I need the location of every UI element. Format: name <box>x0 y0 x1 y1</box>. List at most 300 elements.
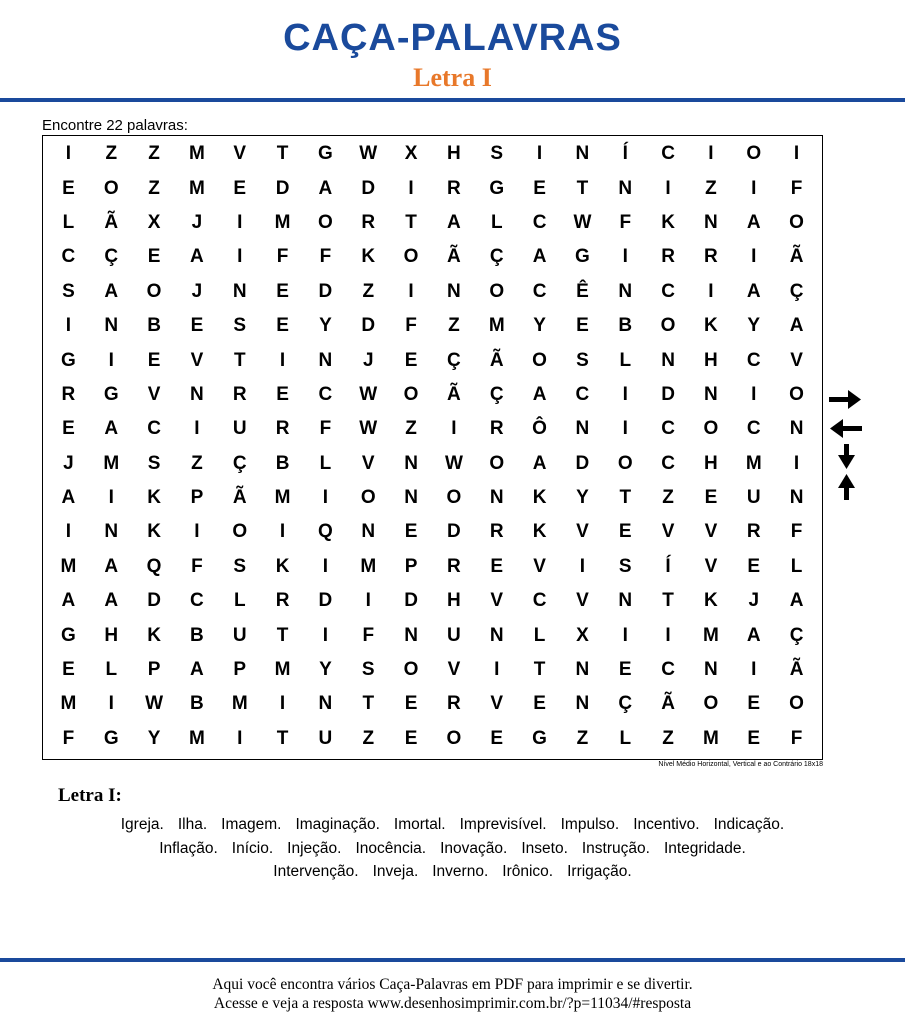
grid-cell: R <box>447 555 461 577</box>
grid-cell: N <box>618 177 633 199</box>
grid-cell: S <box>233 555 247 577</box>
grid-cell: M <box>60 693 77 715</box>
grid-cell: K <box>532 521 547 543</box>
grid-cell: C <box>190 590 204 612</box>
grid-cell: M <box>103 452 120 474</box>
grid-cell: O <box>103 177 119 199</box>
grid-cell: O <box>703 418 719 440</box>
grid-cell: N <box>704 211 718 233</box>
grid-cell: P <box>404 555 418 577</box>
word-search-grid <box>42 135 823 760</box>
grid-cell: C <box>661 280 675 302</box>
grid-cell: C <box>661 143 675 165</box>
grid-cell: O <box>489 452 505 474</box>
grid-cell: O <box>789 383 804 405</box>
grid-cell: N <box>575 418 590 440</box>
grid-cell: H <box>704 349 718 371</box>
grid-cell: C <box>147 418 161 440</box>
grid-cell: I <box>408 280 414 302</box>
grid-cell: C <box>532 280 547 302</box>
grid-cell: M <box>188 143 205 165</box>
grid-cell: I <box>194 521 200 543</box>
grid-cell: W <box>145 693 164 715</box>
grid-cell: N <box>789 418 804 440</box>
grid-cell: S <box>62 280 75 302</box>
grid-cell: I <box>751 383 757 405</box>
grid-cell: P <box>147 659 161 681</box>
grid-cell: T <box>276 143 289 165</box>
word-item: Inocência. <box>355 839 427 857</box>
grid-cell: I <box>708 280 714 302</box>
word-item: Imortal. <box>393 816 446 833</box>
grid-cell: E <box>276 383 289 405</box>
grid-cell: F <box>790 521 803 543</box>
arrow-up-icon <box>838 474 855 500</box>
grid-cell: N <box>318 693 333 715</box>
arrow-down-icon <box>838 444 855 469</box>
grid-cell: U <box>232 418 247 440</box>
grid-cell: C <box>746 418 761 440</box>
grid-cell: F <box>276 246 289 268</box>
grid-cell: G <box>575 246 590 268</box>
header-divider <box>0 98 905 102</box>
grid-cell: K <box>147 487 161 509</box>
grid-cell: N <box>318 349 333 371</box>
grid-cell: I <box>708 143 714 165</box>
grid-cell: A <box>447 211 461 233</box>
grid-cell: O <box>446 727 462 749</box>
grid-cell: T <box>362 693 375 715</box>
grid-cell: L <box>62 211 75 233</box>
grid-cell: Z <box>662 727 674 749</box>
grid-cell: O <box>146 280 162 302</box>
grid-cell: K <box>661 211 675 233</box>
grid-cell: T <box>276 624 289 646</box>
grid-cell: R <box>447 177 461 199</box>
grid-cell: A <box>746 624 761 646</box>
grid-cell: S <box>576 349 589 371</box>
grid-cell: I <box>279 521 286 543</box>
word-item: Indicação. <box>713 816 785 833</box>
grid-cell: M <box>702 624 719 646</box>
grid-cell: G <box>103 727 119 749</box>
grid-cell: E <box>62 659 75 681</box>
instructions: Encontre 22 palavras: <box>42 117 188 134</box>
grid-cell: N <box>618 590 633 612</box>
grid-cell: O <box>403 659 419 681</box>
word-item: Injeção. <box>287 839 342 857</box>
grid-cell: A <box>746 211 761 233</box>
grid-cell: N <box>575 693 590 715</box>
grid-cell: Y <box>319 659 332 681</box>
grid-cell: V <box>704 521 718 543</box>
grid-cell: Í <box>665 555 671 577</box>
grid-cell: E <box>618 659 632 681</box>
grid-cell: I <box>237 246 243 268</box>
grid-cell: M <box>745 452 762 474</box>
grid-cell: R <box>661 246 675 268</box>
grid-cell: R <box>361 211 376 233</box>
word-item: Irrigação. <box>567 863 632 880</box>
word-item: Imagem. <box>221 816 282 833</box>
grid-cell: Ã <box>789 659 804 681</box>
grid-cell: W <box>359 383 378 405</box>
grid-cell: I <box>622 624 628 646</box>
grid-cell: I <box>322 555 329 577</box>
grid-cell: E <box>704 487 718 509</box>
grid-cell: R <box>489 418 504 440</box>
grid-cell: V <box>490 590 504 612</box>
grid-cell: K <box>147 521 161 543</box>
grid-cell: Z <box>576 727 589 749</box>
grid-cell: R <box>746 521 761 543</box>
grid-cell: V <box>704 555 718 577</box>
grid-cell: I <box>665 177 671 199</box>
grid-cell: Ã <box>447 383 461 405</box>
grid-cell: M <box>702 727 719 749</box>
grid-cell: W <box>359 418 378 440</box>
grid-cell: S <box>361 659 375 681</box>
grid-cell: K <box>704 590 718 612</box>
grid-cell: J <box>63 452 74 474</box>
grid-cell: E <box>490 727 504 749</box>
grid-cell: Ç <box>489 246 504 268</box>
grid-cell: N <box>104 315 119 337</box>
grid-cell: E <box>404 521 418 543</box>
grid-cell: L <box>790 555 803 577</box>
grid-cell: D <box>404 590 418 612</box>
grid-cell: I <box>793 143 800 165</box>
grid-cell: C <box>661 418 675 440</box>
grid-cell: N <box>404 624 418 646</box>
word-item: Inovação. <box>440 839 508 857</box>
difficulty-note: Nível Médio Horizontal, Vertical e ao Contrário 18x18 <box>658 761 823 768</box>
grid-cell: R <box>232 383 247 405</box>
grid-cell: Ô <box>532 418 547 440</box>
grid-cell: J <box>362 349 374 371</box>
grid-cell: M <box>188 727 205 749</box>
grid-cell: A <box>104 280 119 302</box>
word-item: Integridade. <box>663 839 746 857</box>
grid-cell: O <box>318 211 333 233</box>
grid-cell: I <box>451 418 457 440</box>
grid-cell: N <box>575 659 590 681</box>
grid-cell: A <box>61 487 76 509</box>
grid-cell: I <box>322 487 329 509</box>
grid-cell: I <box>793 452 800 474</box>
grid-cell: Ç <box>232 452 247 474</box>
grid-cell: O <box>403 383 419 405</box>
grid-cell: F <box>319 246 332 268</box>
grid-cell: Í <box>622 143 628 165</box>
grid-cell: E <box>62 418 75 440</box>
page-title: CAÇA-PALAVRAS <box>283 17 622 59</box>
grid-cell: W <box>573 211 592 233</box>
grid-cell: V <box>576 590 589 612</box>
grid-cell: O <box>489 280 505 302</box>
grid-cell: A <box>104 555 119 577</box>
grid-cell: Y <box>747 315 761 337</box>
word-item: Início. <box>231 839 274 857</box>
grid-cell: A <box>318 177 333 199</box>
grid-cell: C <box>61 246 76 268</box>
grid-cell: Z <box>362 280 375 302</box>
grid-cell: F <box>405 315 417 337</box>
grid-cell: O <box>446 487 462 509</box>
grid-cell: Z <box>448 315 460 337</box>
grid-cell: F <box>790 727 803 749</box>
grid-cell: F <box>362 624 375 646</box>
grid-cell: Ç <box>104 246 119 268</box>
grid-cell: Z <box>148 143 160 165</box>
grid-cell: I <box>322 624 329 646</box>
grid-cell: E <box>747 727 761 749</box>
grid-cell: S <box>618 555 632 577</box>
grid-cell: O <box>703 693 719 715</box>
grid-cell: F <box>790 177 803 199</box>
grid-cell: I <box>108 693 114 715</box>
grid-cell: D <box>318 590 333 612</box>
grid-cell: E <box>190 315 204 337</box>
word-item: Inverno. <box>432 863 489 880</box>
grid-cell: D <box>361 177 376 199</box>
grid-cell: D <box>147 590 161 612</box>
grid-cell: G <box>532 727 547 749</box>
grid-cell: E <box>404 693 418 715</box>
grid-cell: L <box>319 452 332 474</box>
grid-cell: C <box>318 383 333 405</box>
grid-cell: O <box>403 246 419 268</box>
grid-cell: F <box>191 555 203 577</box>
grid-cell: Z <box>662 487 674 509</box>
grid-cell: J <box>191 280 203 302</box>
grid-cell: Ç <box>618 693 633 715</box>
grid-cell: I <box>108 487 114 509</box>
grid-cell: V <box>233 143 247 165</box>
grid-cell: I <box>622 418 628 440</box>
grid-cell: Ê <box>576 280 589 302</box>
grid-cell: E <box>147 246 161 268</box>
grid-cell: E <box>533 177 546 199</box>
word-item: Ilha. <box>177 816 208 833</box>
grid-cell: R <box>489 521 504 543</box>
grid-cell: P <box>190 487 204 509</box>
grid-cell: E <box>490 555 504 577</box>
grid-cell: H <box>447 143 461 165</box>
page-subtitle: Letra I <box>413 63 492 92</box>
grid-cell: E <box>533 693 546 715</box>
grid-cell: N <box>618 280 633 302</box>
word-item: Imprevisível. <box>459 816 547 833</box>
grid-cell: Ã <box>447 246 461 268</box>
grid-cell: Ç <box>789 280 804 302</box>
arrow-right-icon <box>829 390 861 409</box>
grid-cell: C <box>532 590 547 612</box>
footer-line-1: Aqui você encontra vários Caça-Palavras em PDF para imprimir e se divertir. <box>212 976 693 993</box>
grid-cell: N <box>447 280 461 302</box>
grid-cell: S <box>233 315 247 337</box>
grid-cell: Ç <box>447 349 461 371</box>
grid-cell: R <box>447 693 461 715</box>
grid-cell: K <box>361 246 376 268</box>
grid-cell: V <box>147 383 161 405</box>
grid-cell: I <box>279 693 286 715</box>
grid-cell: N <box>575 143 590 165</box>
grid-cell: Q <box>318 521 333 543</box>
grid-cell: I <box>536 143 543 165</box>
grid-cell: T <box>233 349 246 371</box>
grid-cell: D <box>661 383 675 405</box>
grid-cell: M <box>60 555 77 577</box>
grid-cell: J <box>748 590 760 612</box>
grid-cell: I <box>237 727 243 749</box>
grid-cell: N <box>704 383 718 405</box>
grid-cell: Ç <box>789 624 804 646</box>
grid-cell: I <box>194 418 200 440</box>
grid-cell: M <box>360 555 377 577</box>
grid-cell: I <box>622 383 628 405</box>
grid-cell: D <box>318 280 333 302</box>
footer <box>0 975 905 1013</box>
grid-cell: X <box>147 211 161 233</box>
grid-cell: M <box>274 659 291 681</box>
grid-cell: Z <box>191 452 203 474</box>
grid-cell: E <box>233 177 247 199</box>
grid-cell: Y <box>533 315 546 337</box>
grid-cell: G <box>103 383 119 405</box>
word-item: Intervenção. <box>273 863 359 880</box>
grid-cell: I <box>751 177 757 199</box>
footer-divider <box>0 958 905 962</box>
grid-cell: K <box>275 555 290 577</box>
grid-cell: I <box>237 211 243 233</box>
grid-cell: E <box>747 693 761 715</box>
grid-cell: W <box>359 143 378 165</box>
grid-cell: F <box>62 727 75 749</box>
direction-legend <box>826 388 866 504</box>
grid-cell: O <box>789 211 804 233</box>
grid-cell: E <box>404 349 418 371</box>
grid-cell: A <box>789 315 804 337</box>
grid-cell: Z <box>362 727 375 749</box>
grid-cell: V <box>576 521 589 543</box>
grid-cell: K <box>704 315 718 337</box>
grid-cell: L <box>619 727 632 749</box>
grid-cell: C <box>661 452 675 474</box>
grid-cell: I <box>494 659 500 681</box>
grid-cell: I <box>665 624 671 646</box>
grid-cell: D <box>447 521 461 543</box>
grid-cell: Ã <box>489 349 504 371</box>
grid-cell: N <box>489 487 504 509</box>
grid-cell: F <box>619 211 632 233</box>
grid-cell: O <box>660 315 676 337</box>
word-item: Inveja. <box>372 863 419 880</box>
grid-cell: L <box>619 349 632 371</box>
grid-cell: T <box>405 211 417 233</box>
grid-cell: Ã <box>789 246 804 268</box>
grid-cell: E <box>747 555 761 577</box>
grid-cell: N <box>404 487 418 509</box>
grid-cell: M <box>274 211 291 233</box>
grid-cell: Ã <box>104 211 119 233</box>
word-item: Inseto. <box>521 839 568 857</box>
grid-cell: C <box>746 349 761 371</box>
grid-cell: R <box>61 383 76 405</box>
grid-cell: T <box>276 727 289 749</box>
grid-cell: V <box>661 521 675 543</box>
grid-cell: N <box>704 659 718 681</box>
grid-cell: M <box>488 315 505 337</box>
word-list <box>40 813 865 884</box>
grid-cell: B <box>190 624 204 646</box>
grid-cell: E <box>276 315 289 337</box>
grid-cell: Ç <box>489 383 504 405</box>
grid-cell: P <box>233 659 247 681</box>
grid-cell: I <box>108 349 114 371</box>
grid-cell: A <box>789 590 804 612</box>
grid-cell: X <box>576 624 589 646</box>
grid-cell: Q <box>146 555 162 577</box>
grid-cell: C <box>661 659 675 681</box>
grid-cell: Z <box>105 143 118 165</box>
grid-cell: U <box>318 727 333 749</box>
grid-cell: A <box>190 246 204 268</box>
grid-cell: I <box>65 315 72 337</box>
grid-cell: L <box>490 211 503 233</box>
grid-cell: R <box>275 590 290 612</box>
grid-cell: O <box>617 452 633 474</box>
grid-cell: A <box>532 452 547 474</box>
grid-cell: A <box>104 590 119 612</box>
grid-cell: M <box>274 487 291 509</box>
grid-cell: G <box>61 349 76 371</box>
footer-line-2: Acesse e veja a resposta www.desenhosimprimir.com.br/?p=11034/#resposta <box>213 995 692 1012</box>
grid-cell: T <box>619 487 632 509</box>
grid-cell: L <box>233 590 246 612</box>
grid-cell: D <box>575 452 590 474</box>
grid-cell: T <box>662 590 674 612</box>
grid-cell: Ã <box>232 487 247 509</box>
grid-cell: E <box>147 349 161 371</box>
grid-cell: Z <box>148 177 160 199</box>
grid-cell: B <box>618 315 633 337</box>
grid-cell: C <box>532 211 547 233</box>
grid-cell: R <box>275 418 290 440</box>
grid-cell: I <box>65 521 72 543</box>
grid-cell: M <box>231 693 248 715</box>
grid-cell: N <box>361 521 376 543</box>
grid-cell: B <box>190 693 204 715</box>
grid-cell: V <box>190 349 204 371</box>
grid-cell: U <box>447 624 461 646</box>
grid-cell: E <box>404 727 418 749</box>
grid-cell: D <box>275 177 290 199</box>
grid-cell: E <box>618 521 632 543</box>
grid-cell: A <box>532 383 547 405</box>
grid-cell: I <box>279 349 286 371</box>
grid-cell: K <box>147 624 161 646</box>
grid-cell: D <box>361 315 376 337</box>
grid-cell: L <box>105 659 118 681</box>
grid-cell: J <box>191 211 203 233</box>
grid-cell: S <box>490 143 504 165</box>
grid-cell: H <box>447 590 461 612</box>
word-item: Imaginação. <box>295 816 380 833</box>
grid-cell: S <box>147 452 161 474</box>
grid-cell: B <box>275 452 290 474</box>
grid-cell: I <box>65 143 72 165</box>
